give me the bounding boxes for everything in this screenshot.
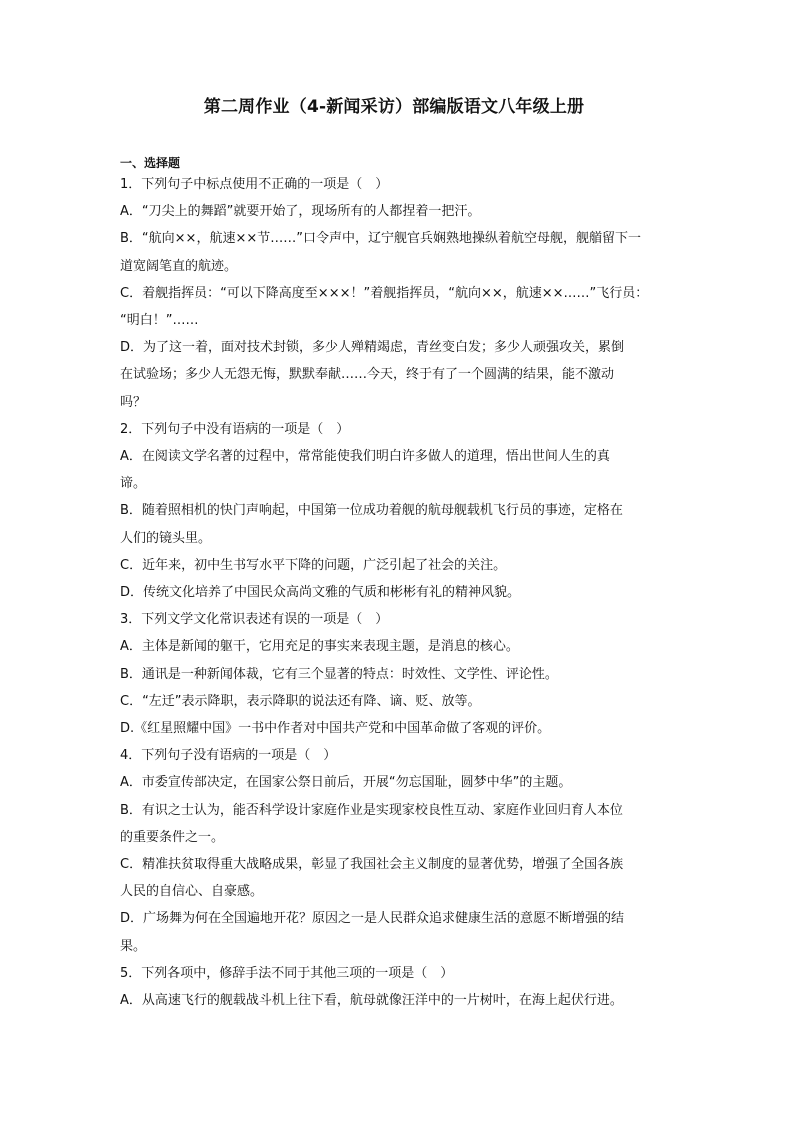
option-a-cont: 谛。 — [120, 476, 147, 492]
question-1 — [120, 171, 668, 416]
question-4 — [120, 742, 668, 960]
option-d-cont: 果。 — [120, 938, 147, 954]
option-b: B．通讯是一种新闻体裁，它有三个显著的特点：时效性、文学性、评论性。 — [120, 666, 558, 682]
question-2 — [120, 416, 668, 606]
option-c-cont: “明白！”…… — [120, 313, 199, 329]
option-c: C．精准扶贫取得重大战略成果，彰显了我国社会主义制度的显著优势，增强了全国各族 — [120, 857, 624, 873]
option-a: A．主体是新闻的躯干，它用充足的事实来表现主题，是消息的核心。 — [120, 639, 519, 655]
question-stem: 5．下列各项中，修辞手法不同于其他三项的一项是（ ） — [120, 965, 454, 981]
question-5 — [120, 960, 668, 1014]
question-stem: 4．下列句子没有语病的一项是（ ） — [120, 748, 337, 764]
option-c: C．着舰指挥员：“可以下降高度至×××！”着舰指挥员，“航向××，航速××……”飞行员： — [120, 285, 649, 301]
option-c: C．“左迁”表示降职，表示降职的说法还有降、谪、贬、放等。 — [120, 693, 481, 709]
question-3 — [120, 606, 668, 742]
question-stem: 3．下列文学文化常识表述有误的一项是（ ） — [120, 612, 389, 628]
question-stem: 2．下列句子中没有语病的一项是（ ） — [120, 421, 350, 437]
option-d: D．为了这一着，面对技术封锁，多少人殚精竭虑，青丝变白发；多少人顽强攻关，累倒 — [120, 340, 625, 356]
option-a: A．“刀尖上的舞蹈”就要开始了，现场所有的人都捏着一把汗。 — [120, 204, 481, 220]
option-c: C．近年来，初中生书写水平下降的问题，广泛引起了社会的关注。 — [120, 557, 507, 573]
option-d: D．传统文化培养了中国民众高尚文雅的气质和彬彬有礼的精神风貌。 — [120, 585, 521, 601]
option-b: B．随着照相机的快门声响起，中国第一位成功着舰的航母舰载机飞行员的事迹，定格在 — [120, 503, 623, 519]
question-stem: 1．下列句子中标点使用不正确的一项是（ ） — [120, 177, 389, 192]
option-b-cont: 道宽阔笔直的航迹。 — [120, 258, 238, 274]
option-b: B．有识之士认为，能否科学设计家庭作业是实现家校良性互动、家庭作业回归育人本位 — [120, 802, 623, 818]
option-d-cont: 吗？ — [120, 394, 147, 410]
option-d-cont: 在试验场；多少人无怨无悔，默默奉献……今天，终于有了一个圆满的结果，能不激动 — [120, 367, 615, 383]
option-a: A．市委宣传部决定，在国家公祭日前后，开展“勿忘国耻，圆梦中华”的主题。 — [120, 775, 572, 791]
option-b-cont: 人们的镜头里。 — [120, 530, 212, 546]
option-c-cont: 人民的自信心、自豪感。 — [120, 884, 264, 900]
option-b: B．“航向××，航速××节……”口令声中，辽宁舰官兵娴熟地操纵着航空母舰，舰艏留下一 — [120, 231, 641, 247]
section-heading: 一、选择题 — [120, 156, 181, 170]
document-title: 第二周作业（4-新闻采访）部编版语文八年级上册 — [203, 97, 585, 117]
option-a: A．从高速飞行的舰载战斗机上往下看，航母就像汪洋中的一片树叶，在海上起伏行进。 — [120, 993, 623, 1009]
option-d: D．广场舞为何在全国遍地开花？原因之一是人民群众追求健康生活的意愿不断增强的结 — [120, 911, 625, 927]
option-d: D.《红星照耀中国》一书中作者对中国共产党和中国革命做了客观的评价。 — [120, 721, 551, 737]
option-a: A．在阅读文学名著的过程中，常常能使我们明白许多做人的道理，悟出世间人生的真 — [120, 449, 610, 465]
option-b-cont: 的重要条件之一。 — [120, 829, 225, 845]
